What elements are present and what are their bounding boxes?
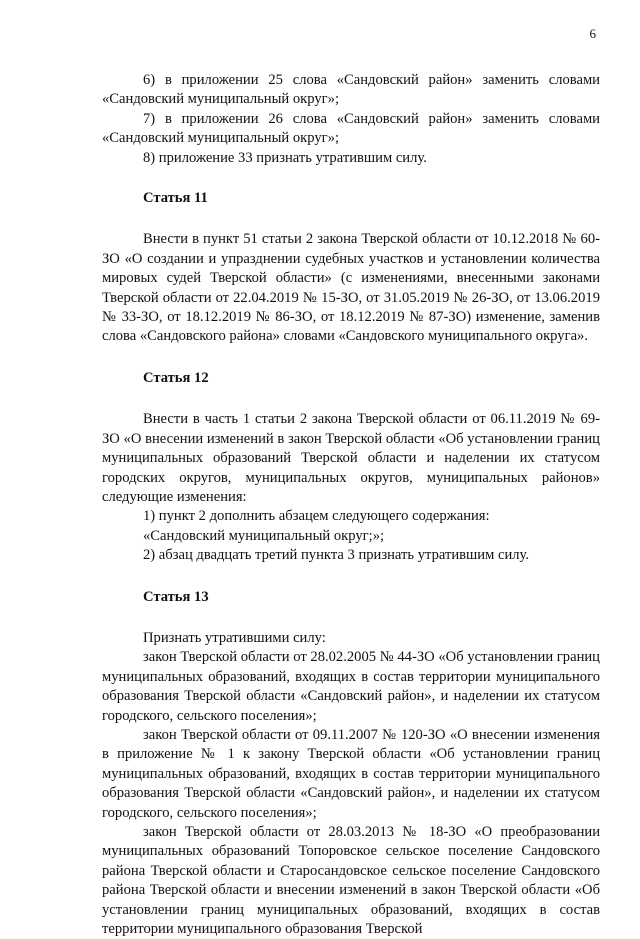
article-heading: Статья 12 [143, 369, 209, 386]
document-body [102, 71, 600, 939]
article-heading: Статья 11 [143, 190, 208, 207]
paragraph: 1) пункт 2 дополнить абзацем следующего содержания: [143, 508, 490, 525]
paragraph: 2) абзац двадцать третий пункта 3 признать утратившим силу. [143, 547, 530, 564]
paragraph: Внести в пункт 51 статьи 2 закона Тверской области от 10.12.2018 № 60-ЗО «О создании и упразднении судебных участков и установлении количества мировых судей Тверской области» (с изменениями, внесенными законами Тверской области от 22.04.2019 № 15-ЗО, от 31.05.2019 № 26-ЗО, от 13.06.2019 № 33-ЗО, от 18.12.2019 № 86-ЗО, от 18.12.2019 № 87-ЗО) изменение, заменив слова «Сандовского района» словами «Сандовского муниципального округа». [102, 231, 600, 345]
paragraph: Внести в часть 1 статьи 2 закона Тверской области от 06.11.2019 № 69-ЗО «О внесении изменений в закон Тверской области «Об установлении границ муниципальных образований Тверской области и наделении их статусом городских округов, муниципальных округов, муниципальных районов» следующие изменения: [102, 411, 600, 505]
paragraph: 8) приложение 33 признать утратившим силу. [143, 149, 427, 166]
article-heading: Статья 13 [143, 588, 209, 605]
paragraph: закон Тверской области от 28.02.2005 № 44-ЗО «Об установлении границ муниципальных образований, входящих в состав территории муниципального образования Тверской области «Сандовский район», и наделении их статусом городского, сельского поселения»; [102, 649, 600, 724]
paragraph: закон Тверской области от 09.11.2007 № 120-ЗО «О внесении изменения в приложение № 1 к закону Тверской области «Об установлении границ муниципальных образований, входящих в состав территории муниципального образования Тверской области «Сандовский район», и наделении их статусом городского, сельского поселения»; [102, 726, 600, 821]
page-number: 6 [589, 26, 596, 41]
paragraph: 7) в приложении 26 слова «Сандовский район» заменить словами «Сандовский муниципальный округ»; [102, 110, 600, 147]
paragraph: Признать утратившими силу: [143, 629, 326, 646]
paragraph: 6) в приложении 25 слова «Сандовский район» заменить словами «Сандовский муниципальный округ»; [102, 72, 600, 108]
paragraph: закон Тверской области от 28.03.2013 № 18-ЗО «О преобразовании муниципальных образований Топоровское сельское поселение Сандовского района Тверской области и Старосандовское сельское поселение Сандовского района Тверской области и внесении изменений в закон Тверской области «Об установлении границ муниципальных образований, входящих в состав территории муниципального образования Тверской [102, 824, 600, 938]
paragraph: «Сандовский муниципальный округ;»; [143, 527, 385, 544]
